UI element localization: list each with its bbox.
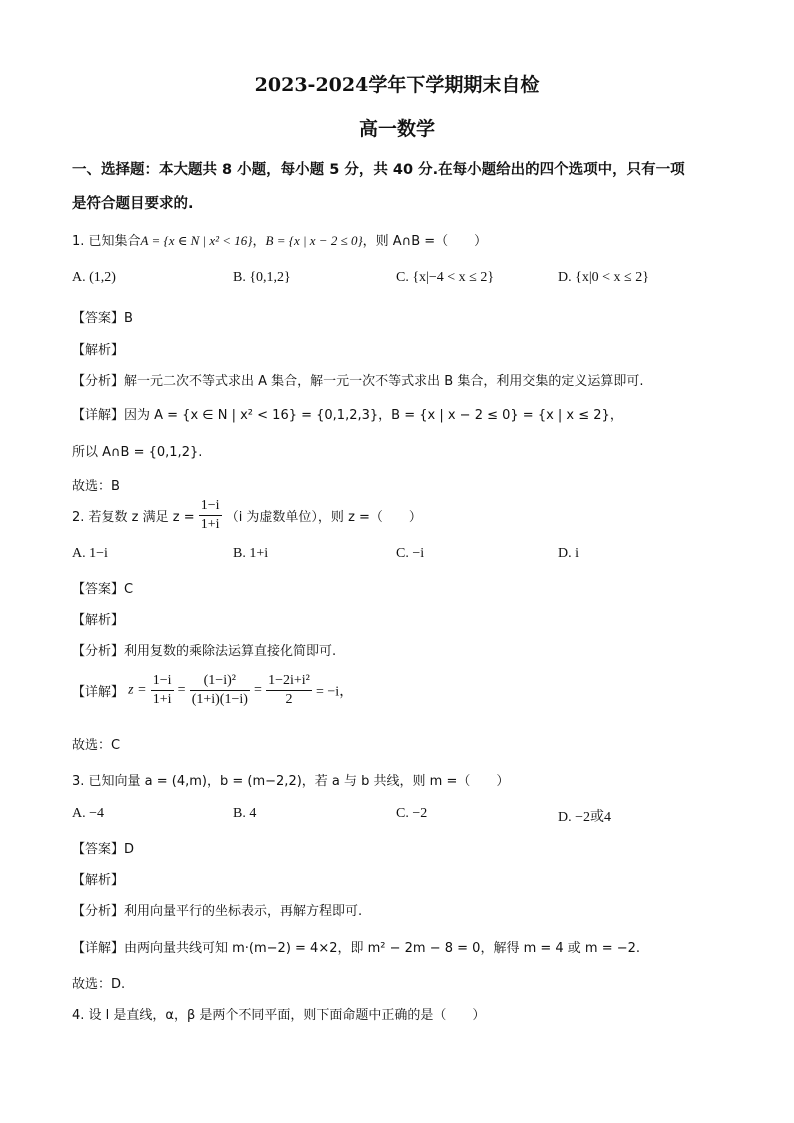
section-heading-line2: 是符合题目要求的.	[72, 196, 194, 212]
q3-option-a: A. −4	[72, 806, 105, 821]
q3-option-b: B. 4	[233, 806, 257, 821]
q3-choose: 故选：D.	[72, 977, 126, 992]
q2-detail-fraction-1	[151, 672, 174, 709]
q2-choose: 故选：C	[72, 738, 121, 753]
q1-stem-sep: ，	[252, 234, 266, 249]
q3-detail: 【详解】由两向量共线可知 m·(m−2) = 4×2，即 m² − 2m − 8 = 0，解得 m = 4 或 m = −2.	[72, 941, 641, 956]
q2-f2-numerator: (1−i)²	[190, 672, 250, 691]
q1-stem-ask: ，则 A∩B =（ ）	[362, 234, 488, 249]
q1-option-c: C. {x|−4 < x ≤ 2}	[396, 270, 495, 285]
q2-f1-denominator: 1+i	[152, 692, 172, 707]
q1-fenxi: 【分析】解一元二次不等式求出 A 集合，解一元一次不等式求出 B 集合，利用交集的定义运算即可.	[72, 374, 644, 389]
q2-detail-z: z =	[128, 682, 147, 698]
q3-option-d: D. −2或4	[558, 810, 612, 825]
document-title: 2023-2024学年下学期期末自检	[254, 74, 540, 96]
q1-detail-line1: 【详解】因为 A = {x ∈ N | x² < 16} = {0,1,2,3}，B = {x | x − 2 ≤ 0} = {x | x ≤ 2}，	[72, 408, 623, 423]
q2-detail-end: = −i，	[316, 684, 354, 700]
q2-f3-denominator: 2	[285, 692, 293, 707]
q3-stem: 3. 已知向量 a = (4,m)，b = (m−2,2)，若 a 与 b 共线，则 m =（ ）	[72, 774, 510, 789]
q2-detail-fraction-3	[266, 672, 312, 709]
q2-stem-prefix: 2. 若复数 z 满足 z =	[72, 510, 195, 525]
q1-option-b: B. {0,1,2}	[233, 270, 291, 285]
q1-option-a: A. (1,2)	[72, 270, 116, 285]
q2-fraction-denominator: 1+i	[200, 517, 220, 532]
q2-analysis-label: 【解析】	[72, 613, 125, 628]
q3-analysis-label: 【解析】	[72, 873, 125, 888]
q1-analysis-label: 【解析】	[72, 343, 125, 358]
section-heading-line1: 一、选择题：本大题共 8 小题，每小题 5 分，共 40 分.在每小题给出的四个选项中，只有一项	[72, 162, 685, 178]
document-subtitle: 高一数学	[358, 118, 435, 140]
q2-f2-denominator: (1+i)(1−i)	[191, 692, 248, 707]
q3-option-c: C. −2	[396, 806, 428, 821]
q2-answer: 【答案】C	[72, 582, 134, 597]
q1-answer: 【答案】B	[72, 311, 133, 326]
q1-set-b: B = {x | x − 2 ≤ 0}	[265, 233, 363, 248]
q1-option-d: D. {x|0 < x ≤ 2}	[558, 270, 649, 285]
q2-f1-numerator: 1−i	[151, 672, 174, 691]
q2-equals-1: =	[177, 682, 186, 698]
q2-stem-suffix: （i 为虚数单位），则 z =（ ）	[225, 510, 422, 525]
q2-option-d: D. i	[558, 546, 579, 561]
q1-set-a: A = {x ∈ N | x² < 16}	[140, 233, 253, 248]
q2-detail	[72, 672, 353, 709]
q1-stem	[72, 230, 487, 249]
q2-equals-2: =	[254, 682, 262, 698]
q3-answer: 【答案】D	[72, 842, 135, 857]
q2-fraction	[199, 497, 222, 534]
q2-detail-label: 【详解】	[72, 685, 125, 700]
q2-detail-fraction-2	[190, 672, 250, 709]
q1-detail-line2: 所以 A∩B = {0,1,2}.	[72, 445, 203, 460]
q1-stem-prefix: 1. 已知集合	[72, 234, 141, 249]
q2-option-c: C. −i	[396, 546, 425, 561]
q3-fenxi: 【分析】利用向量平行的坐标表示，再解方程即可.	[72, 904, 363, 919]
q2-fraction-numerator: 1−i	[199, 497, 222, 516]
q2-option-a: A. 1−i	[72, 546, 108, 561]
q2-f3-numerator: 1−2i+i²	[266, 672, 312, 691]
q2-option-b: B. 1+i	[233, 546, 269, 561]
q1-choose: 故选：B	[72, 479, 120, 494]
q2-fenxi: 【分析】利用复数的乘除法运算直接化简即可.	[72, 644, 337, 659]
q4-stem: 4. 设 l 是直线，α，β 是两个不同平面，则下面命题中正确的是（ ）	[72, 1008, 486, 1023]
q2-stem	[72, 497, 422, 534]
